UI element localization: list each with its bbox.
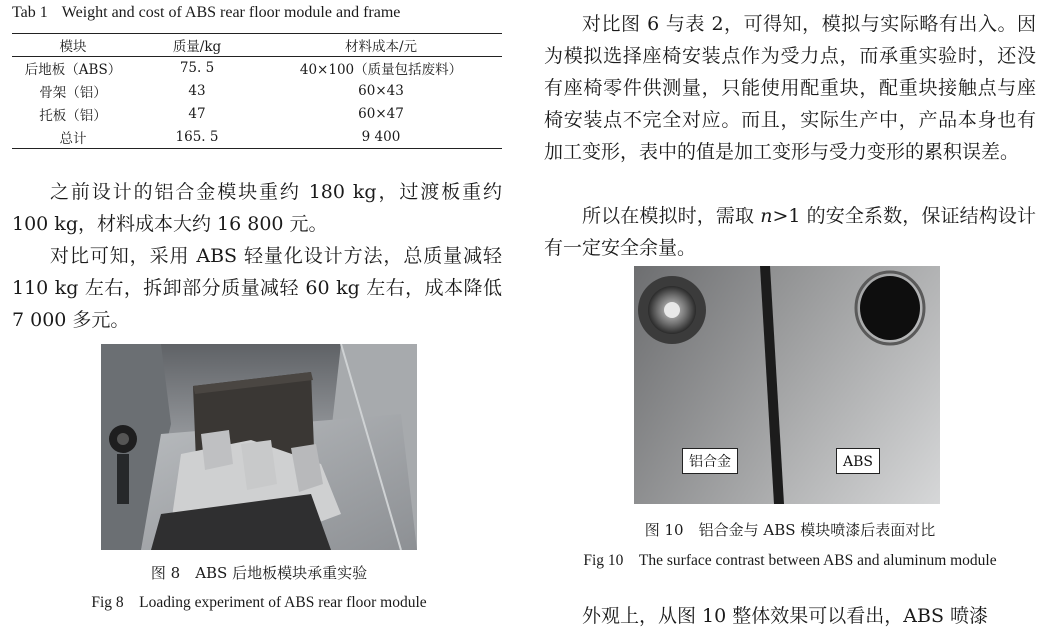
table-row (12, 80, 502, 103)
table-cell: 75. 5 (179, 60, 215, 77)
aluminum-label: 铝合金 (682, 448, 738, 474)
table-cell: 40×100（质量包括废料） (299, 62, 463, 79)
table-caption (12, 4, 506, 22)
figure-8-caption-en: Fig 8 Loading experiment of ABS rear floor module (91, 594, 427, 611)
safety-factor-symbol: n (760, 205, 773, 227)
table-cell: 47 (188, 106, 206, 122)
left-paragraph-1: 之前设计的铝合金模块重约 180 kg，过渡板重约 100 kg，材料成本大约 16 800 元。 (12, 181, 502, 235)
table-cell: 60×47 (358, 106, 404, 122)
right-paragraph-2 (544, 200, 1036, 264)
table-cell: 43 (188, 83, 206, 99)
figure-10-caption-en: Fig 10 The surface contrast between ABS and aluminum module (583, 552, 997, 569)
figure-8-photo (101, 344, 417, 550)
column-header-mass: 质量/kg (134, 34, 260, 57)
table-row-total (12, 126, 502, 149)
weight-cost-table (12, 33, 502, 149)
right-paragraph-3: 外观上，从图 10 整体效果可以看出，ABS 喷漆 (582, 605, 988, 627)
left-paragraph-2: 对比可知，采用 ABS 轻量化设计方法，总质量减轻 110 kg 左右，拆卸部分质量减轻 60 kg 左右，成本降低 7 000 多元。 (12, 245, 502, 331)
table-cell: 后地板（ABS） (24, 62, 122, 79)
loading-experiment-image (101, 344, 417, 550)
table-cell: 总计 (12, 126, 134, 149)
abs-label: ABS (836, 448, 880, 474)
table-caption-text: Weight and cost of ABS rear floor module and frame (61, 4, 401, 21)
table-caption-number: Tab 1 (12, 4, 48, 21)
right-paragraph-1: 对比图 6 与表 2，可得知，模拟与实际略有出入。因为模拟选择座椅安装点作为受力点，而承重实验时，还没有座椅零件供测量，只能使用配重块，配重块接触点与座椅安装点不完全对应。而且，实际生产中，产品本身也有加工变形，表中的值是加工变形与受力变形的累积误差。 (544, 13, 1036, 163)
table-cell: 骨架（铝） (39, 85, 107, 101)
table-cell: 60×43 (358, 83, 404, 99)
figure-10-photo (634, 266, 940, 504)
column-header-module: 模块 (12, 34, 134, 57)
right-paragraph-2-part-b: >1 的安全系数，保证结构设计有一定安全余量。 (544, 205, 1036, 259)
table-cell: 9 400 (260, 126, 502, 149)
table-row (12, 57, 502, 80)
right-paragraph-2-part-a: 所以在模拟时，需取 (582, 205, 761, 227)
surface-contrast-image (634, 266, 940, 504)
table-cell: 托板（铝） (39, 108, 107, 124)
figure-10-caption-cn: 图 10 铝合金与 ABS 模块喷漆后表面对比 (644, 521, 936, 539)
table-row (12, 103, 502, 126)
column-header-cost: 材料成本/元 (260, 34, 502, 57)
table-header-row (12, 34, 502, 57)
table-cell: 165. 5 (134, 126, 260, 149)
figure-8-caption-cn: 图 8 ABS 后地板模块承重实验 (150, 564, 368, 582)
